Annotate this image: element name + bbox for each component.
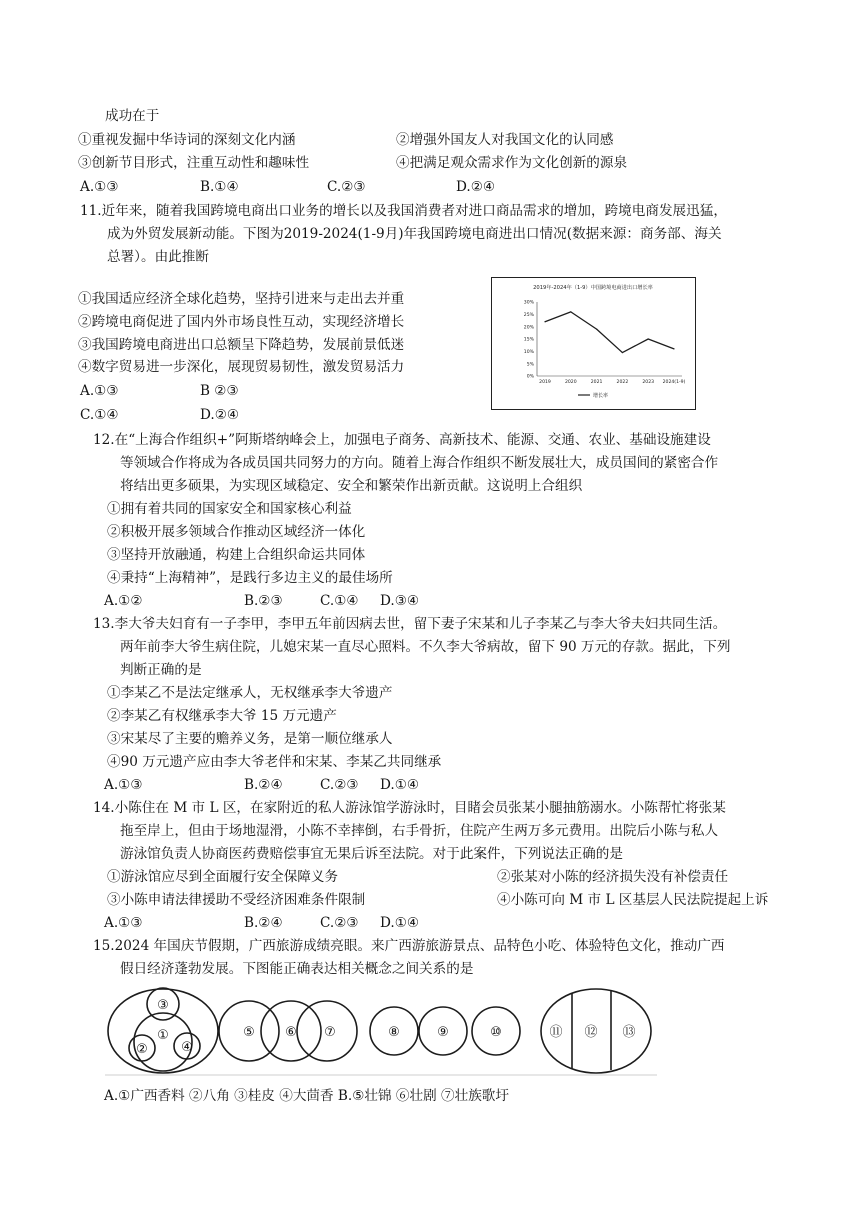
y-tick-label: 30%	[523, 300, 534, 306]
q14-stem-line-2: 拖至岸上，但由于场地湿滑，小陈不幸摔倒，右手骨折，住院产生两万多元费用。出院后小陈与私人	[120, 823, 719, 839]
concept-relationship-diagrams	[105, 984, 657, 1076]
data-point	[648, 338, 649, 339]
q12-stem-line-1: 12.在“上海合作组织+”阿斯塔纳峰会上，加强电子商务、高新技术、能源、交通、农业、基础设施建设	[93, 432, 711, 448]
chart-legend	[578, 392, 608, 399]
q13-answer-a: A.①③	[104, 777, 143, 793]
diagram-label-1: ①	[157, 1028, 169, 1043]
q12-stem-line-3: 将结出更多硕果，为实现区域稳定、安全和繁荣作出新贡献。这说明上合组织	[120, 478, 583, 494]
q14-answer-b: B.②④	[244, 915, 283, 931]
x-tick-label: 2023	[642, 380, 655, 385]
x-tick-label: 2024(1-9)	[662, 380, 686, 385]
q10-answer-a: A.①③	[80, 179, 119, 195]
q12-answer-c: C.①④	[320, 593, 359, 609]
q13-answer-d: D.①④	[380, 777, 420, 793]
y-tick-label: 10%	[523, 350, 534, 356]
q15-stem-line-2: 假日经济蓬勃发展。下图能正确表达相关概念之间关系的是	[120, 961, 474, 977]
diagram-label-10: ⑩	[490, 1025, 502, 1040]
q11-answer-d: D.②④	[200, 407, 240, 423]
diagram-label-13: ⑬	[622, 1025, 636, 1040]
q13-stem-line-2: 两年前李大爷生病住院，儿媳宋某一直尽心照料。不久李大爷病故，留下 90 万元的存款。据此，下列	[120, 639, 731, 655]
q12-stem-line-2: 等领域合作将成为各成员国共同努力的方向。随着上海合作组织不断发展壮大，成员国间的紧密合作	[120, 455, 719, 471]
data-point	[596, 329, 597, 330]
q13-stem-line-1: 13.李大爷夫妇育有一子李甲，李甲五年前因病去世，留下妻子宋某和儿子李某乙与李大爷夫妇共同生活。	[93, 616, 727, 632]
y-tick-label: 20%	[523, 325, 534, 331]
q12-answer-b: B.②③	[244, 593, 283, 609]
y-tick-label: 15%	[523, 337, 534, 343]
q11-stem-line-3: 总署）。由此推断	[107, 249, 209, 265]
diagram-label-11: ⑪	[549, 1025, 563, 1040]
diagram-label-5: ⑤	[243, 1025, 255, 1040]
q14-option-2: ②张某对小陈的经济损失没有补偿责任	[497, 869, 729, 885]
q12-answer-d: D.③④	[380, 593, 420, 609]
venn-diagram-canvas	[105, 984, 657, 1076]
q10-option-2: ②增强外国友人对我国文化的认同感	[396, 132, 614, 148]
diagram-label-3: ③	[157, 998, 169, 1013]
diagram-label-8: ⑧	[388, 1025, 400, 1040]
q13-option-3: ③宋某尽了主要的赡养义务，是第一顺位继承人	[107, 731, 393, 747]
chart-y-ticks	[524, 300, 535, 380]
q13-answer-b: B.②④	[244, 777, 283, 793]
x-tick-label: 2022	[616, 380, 629, 385]
chart-series-group	[544, 311, 674, 353]
q10-option-4: ④把满足观众需求作为文化创新的源泉	[396, 155, 628, 171]
y-tick-label: 25%	[523, 313, 534, 319]
growth-rate-chart	[491, 277, 696, 410]
chart-title: 2019年-2024年（1-9）中国跨境电商进出口增长率	[533, 285, 653, 291]
chart-axes	[537, 302, 682, 376]
q13-answer-c: C.②③	[320, 777, 359, 793]
q11-stem-line-1: 11.近年来，随着我国跨境电商出口业务的增长以及我国消费者对进口商品需求的增加，跨境电商发展迅猛，	[80, 203, 727, 219]
x-tick-label: 2021	[590, 380, 603, 385]
q11-option-2: ②跨境电商促进了国内外市场良性互动，实现经济增长	[78, 314, 405, 330]
q15-answer-line: A.①广西香料 ②八角 ③桂皮 ④大茴香 B.⑤壮锦 ⑥壮剧 ⑦壮族歌圩	[104, 1088, 509, 1104]
series-line-growth-rate	[545, 312, 674, 353]
diagram-label-12: ⑫	[584, 1025, 598, 1040]
chart-canvas	[492, 278, 695, 409]
data-point	[673, 348, 674, 349]
diagram-label-4: ④	[181, 1040, 193, 1055]
data-point	[622, 352, 623, 353]
diagram-label-9: ⑨	[437, 1025, 449, 1040]
q14-option-3: ③小陈申请法律援助不受经济困难条件限制	[107, 892, 366, 908]
data-point	[570, 311, 571, 312]
q11-option-1: ①我国适应经济全球化趋势，坚持引进来与走出去并重	[78, 291, 405, 307]
q11-option-4: ④数字贸易进一步深化，展现贸易韧性，激发贸易活力	[78, 359, 405, 375]
diagram-label-7: ⑦	[324, 1025, 336, 1040]
q12-option-3: ③坚持开放融通，构建上合组织命运共同体	[107, 547, 366, 563]
q11-option-3: ③我国跨境电商进出口总额呈下降趋势，发展前景低迷	[78, 337, 405, 353]
q14-answer-c: C.②③	[320, 915, 359, 931]
q13-option-4: ④90 万元遗产应由李大爷老伴和宋某、李某乙共同继承	[107, 754, 442, 770]
diagram-label-2: ②	[136, 1042, 148, 1057]
q11-answer-c: C.①④	[80, 407, 119, 423]
q12-option-4: ④秉持“上海精神”，是践行多边主义的最佳场所	[107, 570, 393, 586]
q10-answer-b: B.①④	[200, 179, 239, 195]
q10-answer-d: D.②④	[456, 179, 496, 195]
q13-option-1: ①李某乙不是法定继承人，无权继承李大爷遗产	[107, 685, 393, 701]
q11-stem-line-2: 成为外贸发展新动能。下图为2019-2024(1-9月)年我国跨境电商进出口情况(数据来源：商务部、海关	[107, 226, 722, 242]
q11-answer-a: A.①③	[80, 383, 119, 399]
data-point	[544, 321, 545, 322]
y-tick-label: 5%	[526, 362, 534, 368]
q14-option-1: ①游泳馆应尽到全面履行安全保障义务	[107, 869, 339, 885]
chart-x-ticks	[539, 379, 685, 385]
x-tick-label: 2019	[539, 380, 551, 385]
q14-stem-line-3: 游泳馆负责人协商医药费赔偿事宜无果后诉至法院。对于此案件，下列说法正确的是	[120, 846, 623, 862]
legend-label: 增长率	[593, 393, 609, 399]
q11-answer-b: B ②③	[200, 383, 239, 399]
q14-answer-d: D.①④	[380, 915, 420, 931]
q15-stem-line-1: 15.2024 年国庆节假期，广西旅游成绩亮眼。来广西游旅游景点、品特色小吃、体验特色文化，推动广西	[93, 938, 725, 954]
q10-answer-c: C.②③	[327, 179, 366, 195]
q14-stem-line-1: 14.小陈住在 M 市 L 区，在家附近的私人游泳馆学游泳时，目睹会员张某小腿抽筋溺水。小陈帮忙将张某	[93, 800, 726, 816]
q10-option-3: ③创新节目形式，注重互动性和趣味性	[78, 155, 310, 171]
x-tick-label: 2020	[564, 380, 577, 385]
q13-stem-line-3: 判断正确的是	[120, 662, 202, 678]
q12-option-1: ①拥有着共同的国家安全和国家核心利益	[107, 501, 352, 517]
q12-option-2: ②积极开展多领域合作推动区域经济一体化	[107, 524, 366, 540]
y-tick-label: 0%	[526, 374, 534, 380]
q10-stem-tail: 成功在于	[105, 108, 160, 124]
diagram-label-6: ⑥	[285, 1025, 297, 1040]
q12-answer-a: A.①②	[104, 593, 143, 609]
q13-option-2: ②李某乙有权继承李大爷 15 万元遗产	[107, 708, 337, 724]
q10-option-1: ①重视发掘中华诗词的深刻文化内涵	[78, 132, 296, 148]
q14-answer-a: A.①③	[104, 915, 143, 931]
q14-option-4: ④小陈可向 M 市 L 区基层人民法院提起上诉	[497, 892, 769, 908]
